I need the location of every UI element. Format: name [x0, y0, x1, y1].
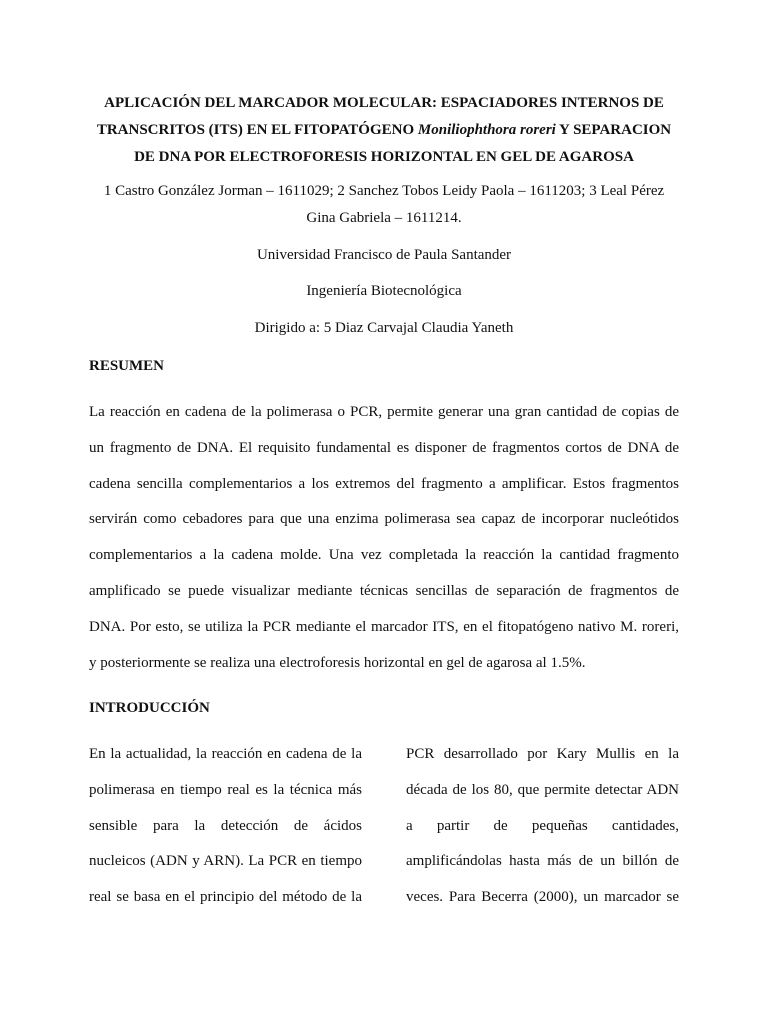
authors	[80, 178, 688, 232]
intro-line: polimerasa en tiempo real es la técnica más	[89, 782, 362, 798]
title-line-2-start: TRANSCRITOS (ITS) EN EL FITOPATÓGENO	[96, 122, 418, 138]
intro-line: amplificándolas hasta más de un billón de	[406, 853, 679, 869]
intro-line: real se basa en el principio del método de la	[89, 889, 362, 905]
resumen-line: y posteriormente se realiza una electroforesis horizontal en gel de agarosa al 1.5%.	[89, 655, 586, 671]
resumen-line: amplificado se puede visualizar mediante técnicas sencillas de separación de fragmentos de	[89, 583, 679, 599]
title-line-1: APLICACIÓN DEL MARCADOR MOLECULAR: ESPACIADORES INTERNOS DE	[104, 95, 664, 111]
program: Ingeniería Biotecnológica	[306, 283, 462, 299]
introduccion-heading: INTRODUCCIÓN	[89, 700, 210, 716]
intro-line: En la actualidad, la reacción en cadena de la	[89, 746, 362, 762]
resumen-line: cadena sencilla complementarios a los extremos del fragmento a amplificar. Estos fragmentos	[89, 476, 679, 492]
resumen-line: un fragmento de DNA. El requisito fundamental es disponer de fragmentos cortos de DNA de	[89, 440, 679, 456]
resumen-line: servirán como cebadores para que una enzima polimerasa sea capaz de incorporar nucleótidos	[89, 511, 679, 527]
paper-title	[80, 90, 688, 171]
resumen-heading: RESUMEN	[89, 358, 165, 374]
university: Universidad Francisco de Paula Santander	[256, 247, 512, 263]
authors-line-1: 1 Castro González Jorman – 1611029; 2 Sanchez Tobos Leidy Paola – 1611203; 3 Leal Pérez	[103, 183, 665, 199]
resumen-line: complementarios a la cadena molde. Una vez completada la reacción la cantidad fragmento	[89, 547, 679, 563]
intro-line: a partir de pequeñas cantidades,	[406, 818, 679, 834]
intro-line: PCR desarrollado por Kary Mullis en la	[406, 746, 679, 762]
resumen-line: DNA. Por esto, se utiliza la PCR mediante el marcador ITS, en el fitopatógeno nativo M. roreri,	[89, 619, 679, 635]
intro-line: nucleicos (ADN y ARN). La PCR en tiempo	[89, 853, 362, 869]
species-name: Moniliophthora roreri	[417, 122, 556, 138]
authors-line-2: Gina Gabriela – 1611214.	[306, 210, 462, 226]
intro-line: década de los 80, que permite detectar ADN	[406, 782, 679, 798]
intro-line: sensible para la detección de ácidos	[89, 818, 362, 834]
title-line-3: DE DNA POR ELECTROFORESIS HORIZONTAL EN GEL DE AGAROSA	[134, 149, 634, 165]
title-line-2-end: Y SEPARACION	[555, 122, 672, 138]
intro-line: veces. Para Becerra (2000), un marcador se	[406, 889, 679, 905]
director: Dirigido a: 5 Diaz Carvajal Claudia Yaneth	[254, 320, 514, 336]
resumen-line: La reacción en cadena de la polimerasa o PCR, permite generar una gran cantidad de copias de	[89, 404, 679, 420]
title-line-2	[80, 117, 688, 144]
